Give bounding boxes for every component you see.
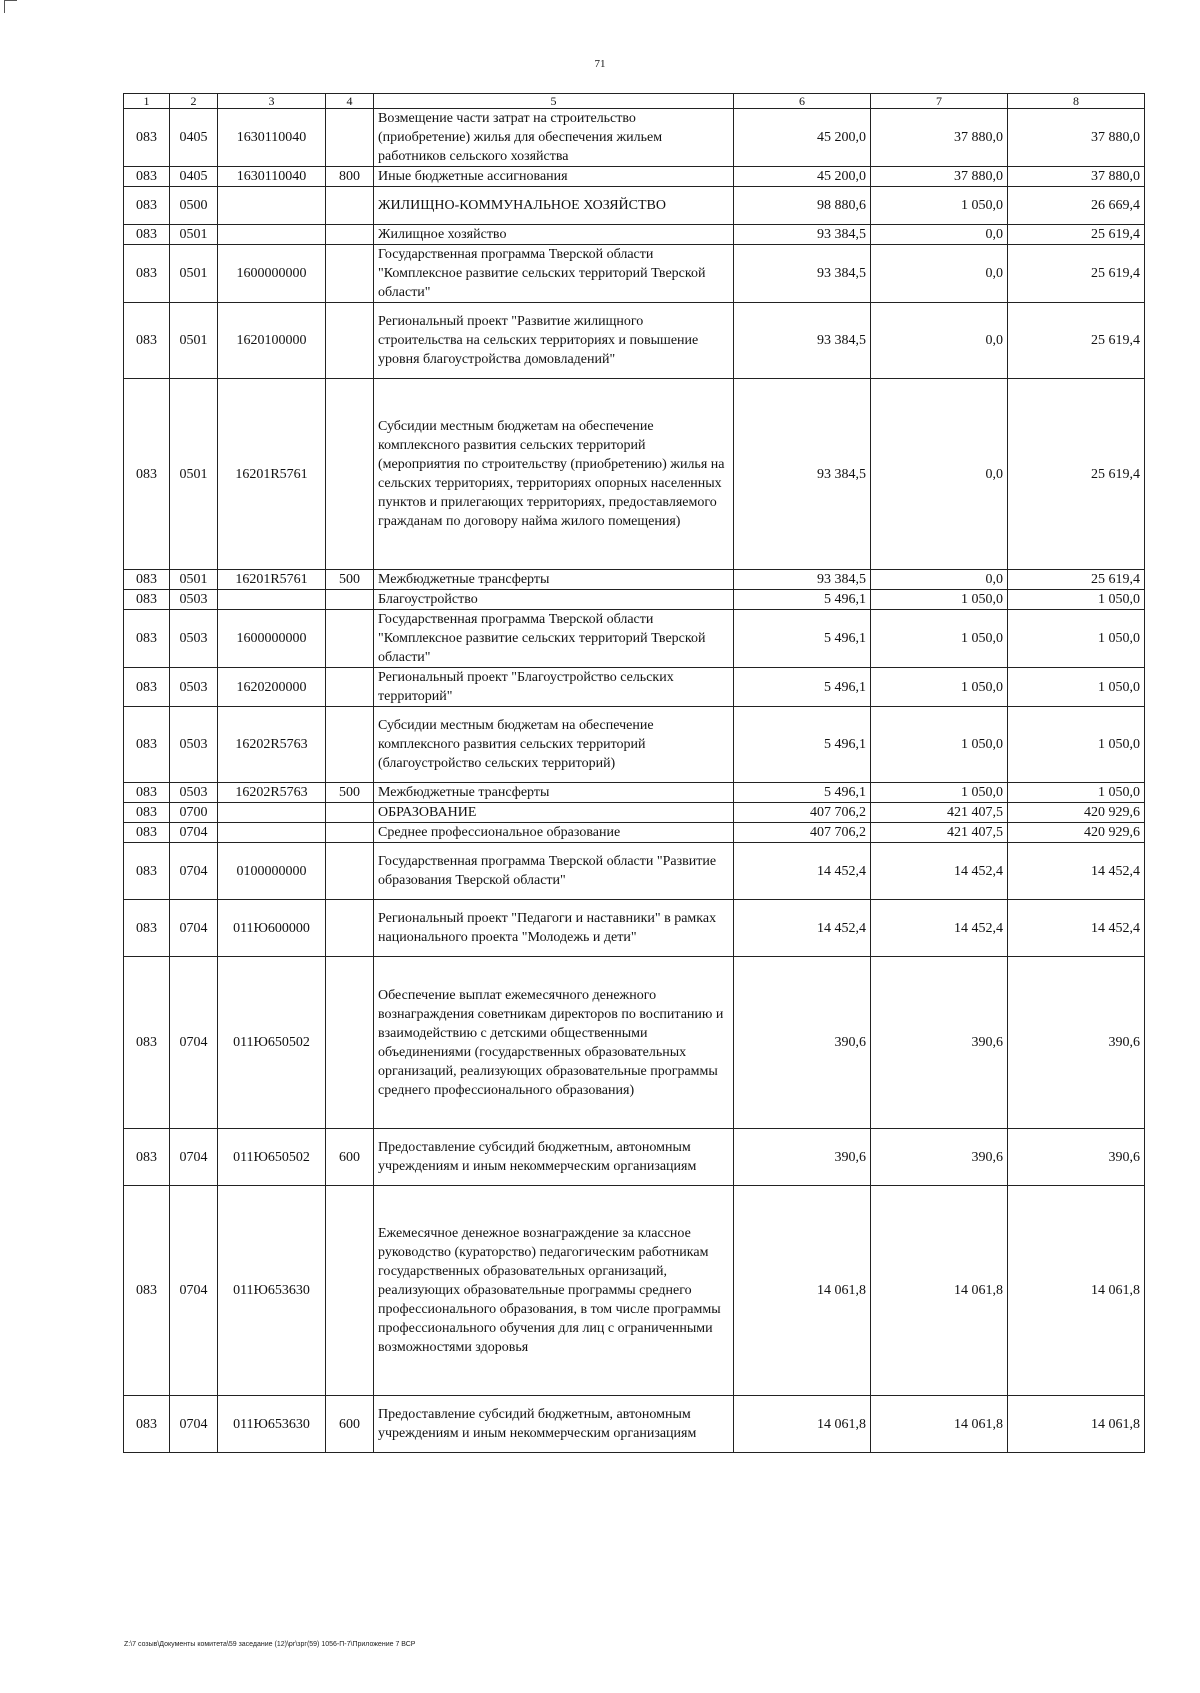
- cell-section-code: 0704: [170, 900, 218, 957]
- table-row: [124, 843, 1145, 900]
- cell-value-col6: 93 384,5: [734, 379, 871, 570]
- cell-ministry-code: 083: [124, 707, 170, 783]
- cell-expense-type: 600: [326, 1129, 374, 1186]
- page-number: 71: [594, 58, 606, 70]
- cell-value-col7: 1 050,0: [871, 610, 1008, 668]
- cell-target-article: 1620100000: [218, 303, 326, 379]
- cell-value-col7: 1 050,0: [871, 590, 1008, 610]
- cell-expense-type: 800: [326, 167, 374, 187]
- cell-item-name: ОБРАЗОВАНИЕ: [374, 803, 734, 823]
- cell-value-col8: 26 669,4: [1008, 187, 1145, 225]
- cell-value-col8: 37 880,0: [1008, 167, 1145, 187]
- cell-value-col7: 390,6: [871, 1129, 1008, 1186]
- cell-expense-type: 500: [326, 783, 374, 803]
- cell-section-code: 0503: [170, 707, 218, 783]
- table-row: [124, 610, 1145, 668]
- cell-item-name: Государственная программа Тверской области "Комплексное развитие сельских территорий Тверской области": [374, 610, 734, 668]
- cell-target-article: 16202R5763: [218, 707, 326, 783]
- cell-section-code: 0704: [170, 1186, 218, 1396]
- cell-ministry-code: 083: [124, 245, 170, 303]
- cell-section-code: 0405: [170, 109, 218, 167]
- cell-value-col6: 5 496,1: [734, 707, 871, 783]
- cell-ministry-code: 083: [124, 379, 170, 570]
- cell-section-code: 0501: [170, 225, 218, 245]
- table-row: [124, 783, 1145, 803]
- cell-value-col6: 14 452,4: [734, 900, 871, 957]
- table-row: [124, 225, 1145, 245]
- table-row: [124, 570, 1145, 590]
- column-header-1: 1: [124, 94, 170, 109]
- cell-item-name: ЖИЛИЩНО-КОММУНАЛЬНОЕ ХОЗЯЙСТВО: [374, 187, 734, 225]
- cell-value-col7: 1 050,0: [871, 783, 1008, 803]
- cell-section-code: 0704: [170, 843, 218, 900]
- table-row: [124, 823, 1145, 843]
- cell-value-col6: 5 496,1: [734, 610, 871, 668]
- cell-item-name: Благоустройство: [374, 590, 734, 610]
- cell-ministry-code: 083: [124, 303, 170, 379]
- cell-value-col6: 45 200,0: [734, 109, 871, 167]
- cell-target-article: 1600000000: [218, 245, 326, 303]
- cell-ministry-code: 083: [124, 187, 170, 225]
- budget-table: [123, 93, 1145, 1453]
- cell-expense-type: [326, 1186, 374, 1396]
- cell-value-col8: 37 880,0: [1008, 109, 1145, 167]
- scan-corner-mark: [4, 0, 17, 13]
- cell-value-col8: 420 929,6: [1008, 823, 1145, 843]
- table-row: [124, 379, 1145, 570]
- cell-value-col8: 1 050,0: [1008, 590, 1145, 610]
- cell-target-article: 0100000000: [218, 843, 326, 900]
- footer-file-path: Z:\7 созыв\Документы комитета\59 заседание (12)\рг\зрг(59) 1056-П-7\Приложение 7 ВСР: [124, 1641, 416, 1648]
- table-body: [124, 109, 1145, 1453]
- cell-value-col6: 14 452,4: [734, 843, 871, 900]
- cell-expense-type: [326, 957, 374, 1129]
- cell-target-article: 011Ю653630: [218, 1186, 326, 1396]
- cell-value-col7: 421 407,5: [871, 803, 1008, 823]
- cell-section-code: 0700: [170, 803, 218, 823]
- cell-value-col7: 1 050,0: [871, 187, 1008, 225]
- cell-value-col7: 37 880,0: [871, 167, 1008, 187]
- column-header-4: 4: [326, 94, 374, 109]
- column-header-8: 8: [1008, 94, 1145, 109]
- cell-ministry-code: 083: [124, 1129, 170, 1186]
- cell-value-col8: 14 061,8: [1008, 1186, 1145, 1396]
- cell-value-col6: 14 061,8: [734, 1186, 871, 1396]
- table-row: [124, 590, 1145, 610]
- cell-item-name: Иные бюджетные ассигнования: [374, 167, 734, 187]
- cell-expense-type: [326, 900, 374, 957]
- cell-value-col7: 14 061,8: [871, 1396, 1008, 1453]
- cell-ministry-code: 083: [124, 783, 170, 803]
- cell-value-col6: 407 706,2: [734, 823, 871, 843]
- cell-value-col8: 25 619,4: [1008, 245, 1145, 303]
- cell-section-code: 0704: [170, 1396, 218, 1453]
- cell-expense-type: [326, 823, 374, 843]
- cell-item-name: Жилищное хозяйство: [374, 225, 734, 245]
- table-row: [124, 900, 1145, 957]
- column-header-3: 3: [218, 94, 326, 109]
- cell-target-article: [218, 803, 326, 823]
- cell-section-code: 0501: [170, 245, 218, 303]
- cell-expense-type: [326, 245, 374, 303]
- cell-item-name: Межбюджетные трансферты: [374, 783, 734, 803]
- cell-value-col7: 14 061,8: [871, 1186, 1008, 1396]
- cell-value-col6: 93 384,5: [734, 303, 871, 379]
- cell-section-code: 0503: [170, 590, 218, 610]
- cell-value-col8: 25 619,4: [1008, 303, 1145, 379]
- table-row: [124, 707, 1145, 783]
- cell-expense-type: [326, 590, 374, 610]
- cell-value-col8: 390,6: [1008, 1129, 1145, 1186]
- column-header-6: 6: [734, 94, 871, 109]
- column-header-2: 2: [170, 94, 218, 109]
- cell-ministry-code: 083: [124, 570, 170, 590]
- cell-expense-type: [326, 803, 374, 823]
- cell-value-col7: 0,0: [871, 570, 1008, 590]
- cell-value-col7: 37 880,0: [871, 109, 1008, 167]
- cell-value-col7: 14 452,4: [871, 900, 1008, 957]
- cell-item-name: Региональный проект "Педагоги и наставники" в рамках национального проекта "Молодежь и дети": [374, 900, 734, 957]
- cell-expense-type: [326, 668, 374, 707]
- cell-target-article: 16201R5761: [218, 570, 326, 590]
- cell-item-name: Субсидии местным бюджетам на обеспечение комплексного развития сельских территорий (мероприятия по строительству (приобретению) жилья на сельских территориях, территориях опорных населенных пунктов и прилегающих территориях, предоставляемого гражданам по договору найма жилого помещения): [374, 379, 734, 570]
- cell-value-col8: 420 929,6: [1008, 803, 1145, 823]
- cell-item-name: Региональный проект "Развитие жилищного строительства на сельских территориях и повышение уровня благоустройства домовладений": [374, 303, 734, 379]
- cell-value-col7: 390,6: [871, 957, 1008, 1129]
- cell-value-col6: 45 200,0: [734, 167, 871, 187]
- cell-item-name: Предоставление субсидий бюджетным, автономным учреждениям и иным некоммерческим организациям: [374, 1396, 734, 1453]
- column-header-5: 5: [374, 94, 734, 109]
- column-header-7: 7: [871, 94, 1008, 109]
- cell-section-code: 0704: [170, 823, 218, 843]
- cell-value-col8: 1 050,0: [1008, 668, 1145, 707]
- cell-expense-type: [326, 707, 374, 783]
- cell-value-col6: 93 384,5: [734, 570, 871, 590]
- cell-item-name: Обеспечение выплат ежемесячного денежного вознаграждения советникам директоров по воспитанию и взаимодействию с детскими общественными объединениями (государственных образовательных организаций, реализующих образовательные программы среднего профессионального образования): [374, 957, 734, 1129]
- table-row: [124, 668, 1145, 707]
- cell-section-code: 0503: [170, 668, 218, 707]
- cell-item-name: Региональный проект "Благоустройство сельских территорий": [374, 668, 734, 707]
- cell-expense-type: [326, 225, 374, 245]
- cell-expense-type: [326, 610, 374, 668]
- cell-ministry-code: 083: [124, 1396, 170, 1453]
- table-row: [124, 109, 1145, 167]
- table-row: [124, 167, 1145, 187]
- cell-ministry-code: 083: [124, 1186, 170, 1396]
- cell-target-article: 011Ю650502: [218, 957, 326, 1129]
- cell-target-article: [218, 823, 326, 843]
- cell-value-col8: 1 050,0: [1008, 783, 1145, 803]
- cell-item-name: Возмещение части затрат на строительство (приобретение) жилья для обеспечения жильем работников сельского хозяйства: [374, 109, 734, 167]
- cell-section-code: 0503: [170, 610, 218, 668]
- cell-value-col6: 14 061,8: [734, 1396, 871, 1453]
- cell-value-col6: 5 496,1: [734, 783, 871, 803]
- cell-target-article: [218, 187, 326, 225]
- cell-expense-type: 600: [326, 1396, 374, 1453]
- cell-value-col7: 0,0: [871, 379, 1008, 570]
- cell-section-code: 0405: [170, 167, 218, 187]
- cell-item-name: Предоставление субсидий бюджетным, автономным учреждениям и иным некоммерческим организациям: [374, 1129, 734, 1186]
- cell-value-col6: 407 706,2: [734, 803, 871, 823]
- cell-value-col7: 0,0: [871, 303, 1008, 379]
- table-row: [124, 187, 1145, 225]
- cell-value-col8: 1 050,0: [1008, 610, 1145, 668]
- cell-target-article: [218, 225, 326, 245]
- cell-value-col7: 0,0: [871, 245, 1008, 303]
- cell-item-name: Государственная программа Тверской области "Комплексное развитие сельских территорий Тверской области": [374, 245, 734, 303]
- table-row: [124, 957, 1145, 1129]
- cell-ministry-code: 083: [124, 803, 170, 823]
- cell-value-col7: 1 050,0: [871, 707, 1008, 783]
- cell-expense-type: [326, 303, 374, 379]
- cell-section-code: 0501: [170, 570, 218, 590]
- cell-value-col8: 14 061,8: [1008, 1396, 1145, 1453]
- table-row: [124, 303, 1145, 379]
- cell-value-col6: 390,6: [734, 957, 871, 1129]
- table-row: [124, 1186, 1145, 1396]
- cell-target-article: 011Ю650502: [218, 1129, 326, 1186]
- cell-value-col8: 14 452,4: [1008, 900, 1145, 957]
- cell-value-col6: 93 384,5: [734, 245, 871, 303]
- cell-value-col7: 14 452,4: [871, 843, 1008, 900]
- cell-ministry-code: 083: [124, 668, 170, 707]
- cell-value-col6: 5 496,1: [734, 668, 871, 707]
- cell-item-name: Ежемесячное денежное вознаграждение за классное руководство (кураторство) педагогическим работникам государственных образовательных организаций, реализующих образовательные программы среднего профессионального образования, в том числе программы профессионального обучения для лиц с ограниченными возможностями здоровья: [374, 1186, 734, 1396]
- cell-item-name: Субсидии местным бюджетам на обеспечение комплексного развития сельских территорий (благоустройство сельских территорий): [374, 707, 734, 783]
- table-row: [124, 245, 1145, 303]
- cell-ministry-code: 083: [124, 109, 170, 167]
- cell-target-article: 1630110040: [218, 167, 326, 187]
- cell-target-article: 1600000000: [218, 610, 326, 668]
- cell-expense-type: [326, 109, 374, 167]
- cell-value-col8: 390,6: [1008, 957, 1145, 1129]
- cell-item-name: Межбюджетные трансферты: [374, 570, 734, 590]
- cell-value-col6: 5 496,1: [734, 590, 871, 610]
- table-row: [124, 1396, 1145, 1453]
- table-row: [124, 803, 1145, 823]
- cell-value-col7: 1 050,0: [871, 668, 1008, 707]
- cell-value-col8: 14 452,4: [1008, 843, 1145, 900]
- cell-value-col7: 421 407,5: [871, 823, 1008, 843]
- cell-target-article: 011Ю600000: [218, 900, 326, 957]
- cell-target-article: 011Ю653630: [218, 1396, 326, 1453]
- cell-target-article: 16202R5763: [218, 783, 326, 803]
- table-row: [124, 1129, 1145, 1186]
- cell-ministry-code: 083: [124, 957, 170, 1129]
- cell-ministry-code: 083: [124, 610, 170, 668]
- cell-section-code: 0704: [170, 1129, 218, 1186]
- cell-expense-type: 500: [326, 570, 374, 590]
- cell-ministry-code: 083: [124, 590, 170, 610]
- cell-value-col6: 93 384,5: [734, 225, 871, 245]
- cell-value-col6: 390,6: [734, 1129, 871, 1186]
- cell-section-code: 0704: [170, 957, 218, 1129]
- cell-section-code: 0501: [170, 379, 218, 570]
- cell-value-col6: 98 880,6: [734, 187, 871, 225]
- cell-target-article: 16201R5761: [218, 379, 326, 570]
- cell-target-article: 1620200000: [218, 668, 326, 707]
- cell-section-code: 0500: [170, 187, 218, 225]
- cell-target-article: 1630110040: [218, 109, 326, 167]
- cell-ministry-code: 083: [124, 167, 170, 187]
- cell-value-col8: 25 619,4: [1008, 225, 1145, 245]
- cell-item-name: Государственная программа Тверской области "Развитие образования Тверской области": [374, 843, 734, 900]
- column-number-row: [124, 94, 1145, 109]
- cell-section-code: 0503: [170, 783, 218, 803]
- cell-ministry-code: 083: [124, 225, 170, 245]
- cell-value-col8: 1 050,0: [1008, 707, 1145, 783]
- cell-value-col7: 0,0: [871, 225, 1008, 245]
- cell-expense-type: [326, 843, 374, 900]
- cell-value-col8: 25 619,4: [1008, 570, 1145, 590]
- cell-expense-type: [326, 379, 374, 570]
- cell-expense-type: [326, 187, 374, 225]
- cell-target-article: [218, 590, 326, 610]
- cell-section-code: 0501: [170, 303, 218, 379]
- cell-value-col8: 25 619,4: [1008, 379, 1145, 570]
- cell-ministry-code: 083: [124, 900, 170, 957]
- cell-ministry-code: 083: [124, 823, 170, 843]
- cell-item-name: Среднее профессиональное образование: [374, 823, 734, 843]
- cell-ministry-code: 083: [124, 843, 170, 900]
